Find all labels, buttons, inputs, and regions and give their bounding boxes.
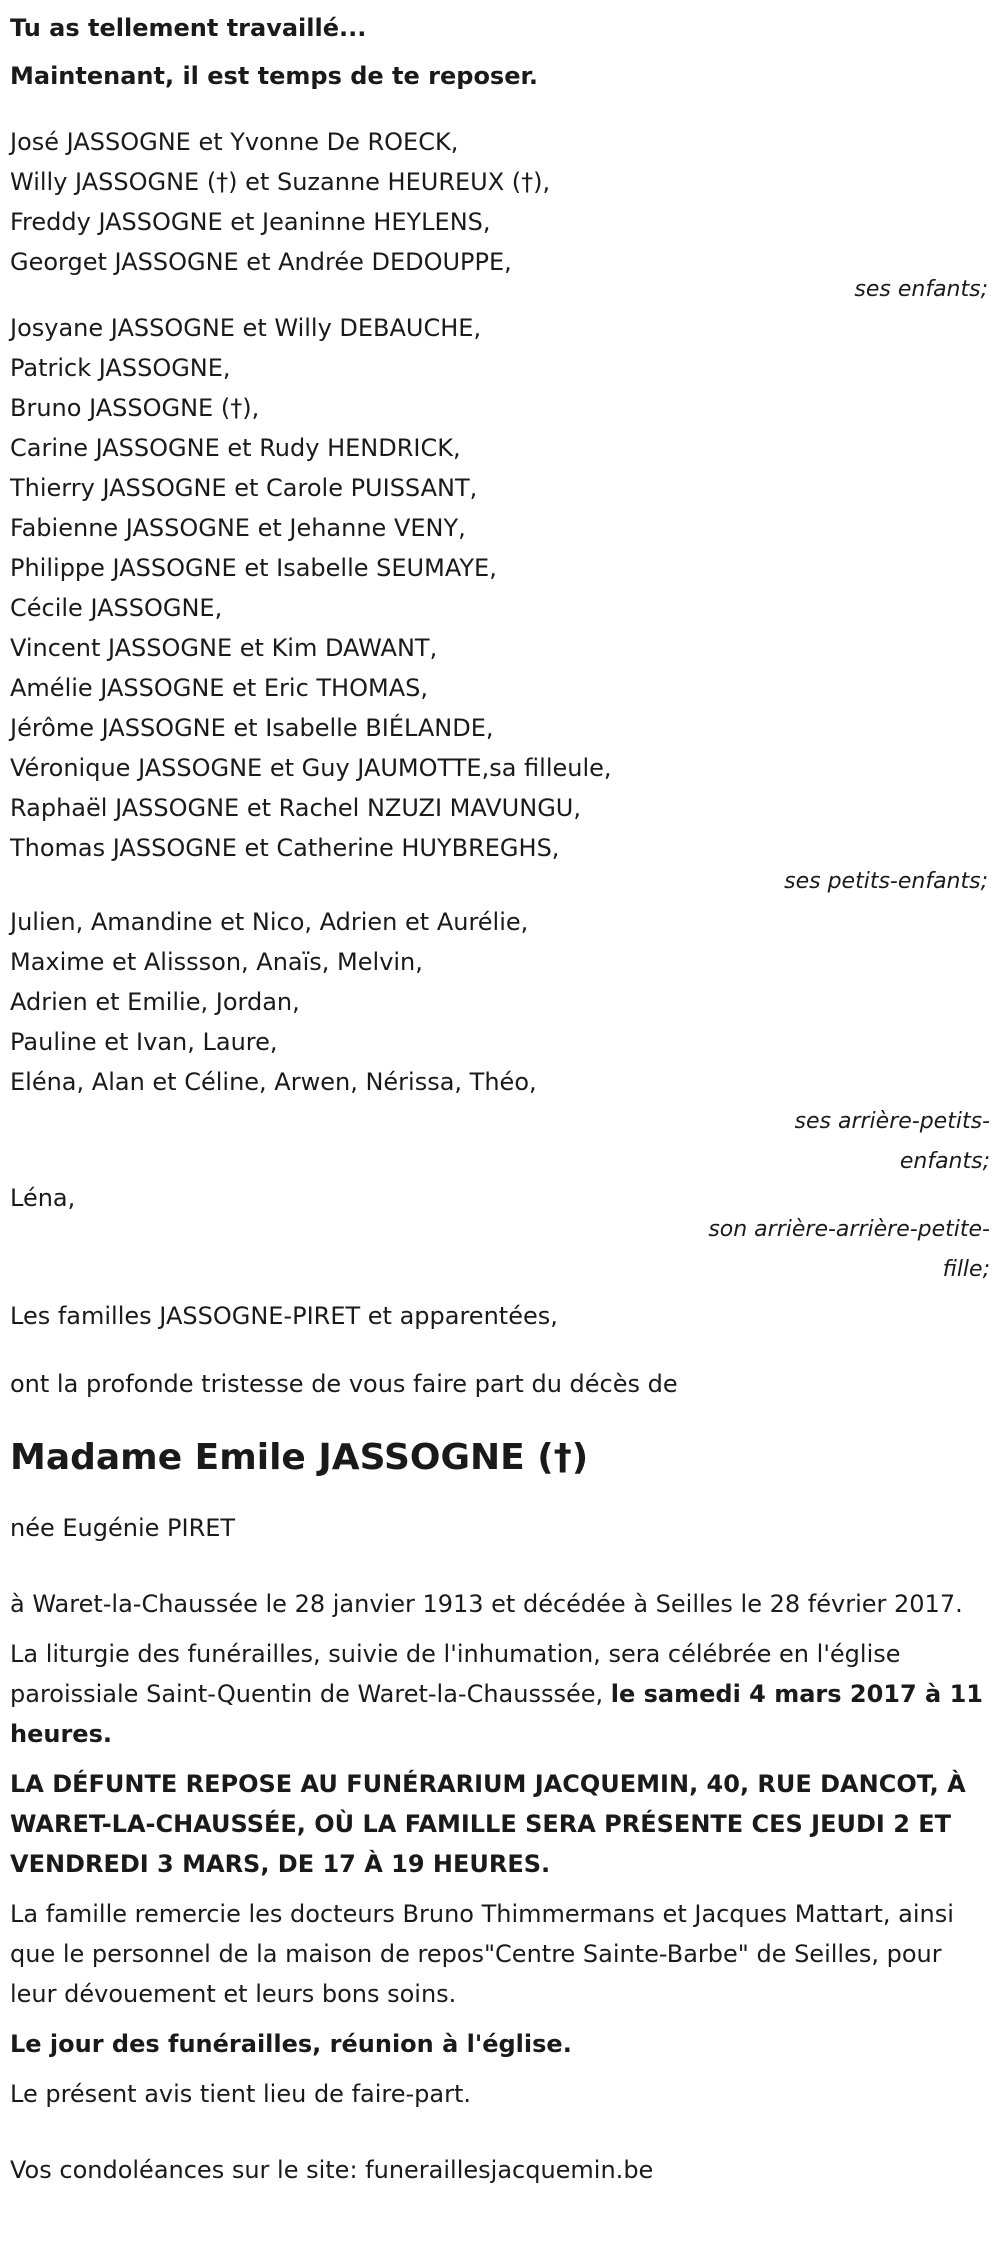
list-item: Adrien et Emilie, Jordan, xyxy=(10,988,300,1016)
list-item: Amélie JASSOGNE et Eric THOMAS, xyxy=(10,674,428,702)
grandchildren-role: ses petits-enfants; xyxy=(784,869,988,894)
great-great-grandchild: Léna, xyxy=(10,1184,76,1212)
great-grandchildren-list xyxy=(10,902,990,1102)
list-item: Raphaël JASSOGNE et Rachel NZUZI MAVUNGU, xyxy=(10,794,581,822)
list-item: Georget JASSOGNE et Andrée DEDOUPPE, xyxy=(10,248,512,276)
list-item: Véronique JASSOGNE et Guy JAUMOTTE,sa filleule, xyxy=(10,754,612,782)
grandchildren-list xyxy=(10,308,990,868)
list-item: Eléna, Alan et Céline, Arwen, Nérissa, Théo, xyxy=(10,1068,537,1096)
children-role: ses enfants; xyxy=(854,277,988,302)
meeting-line: Le jour des funérailles, réunion à l'église. xyxy=(10,2030,572,2058)
list-item: Thierry JASSOGNE et Carole PUISSANT, xyxy=(10,474,478,502)
list-item: Fabienne JASSOGNE et Jehanne VENY, xyxy=(10,514,466,542)
list-item: Vincent JASSOGNE et Kim DAWANT, xyxy=(10,634,438,662)
deceased-name: Madame Emile JASSOGNE (†) xyxy=(10,1437,589,1478)
dates-paragraph: à Waret-la-Chaussée le 28 janvier 1913 et décédée à Seilles le 28 février 2017. xyxy=(10,1590,963,1618)
list-item: Pauline et Ivan, Laure, xyxy=(10,1028,278,1056)
list-item: Thomas JASSOGNE et Catherine HUYBREGHS, xyxy=(10,834,560,862)
liturgy-paragraph: La liturgie des funérailles, suivie de l'inhumation, sera célébrée en l'église paroissiale Saint-Quentin de Waret-la-Chausssée, le samedi 4 mars 2017 à 11 heures. xyxy=(10,1640,984,1748)
list-item: Julien, Amandine et Nico, Adrien et Aurélie, xyxy=(10,908,529,936)
great-grandchildren-role: ses arrière-petits-enfants; xyxy=(794,1109,990,1174)
obituary-notice xyxy=(10,0,990,2190)
intro-line-2: Maintenant, il est temps de te reposer. xyxy=(10,62,539,90)
families-line: Les familles JASSOGNE-PIRET et apparentées, xyxy=(10,1302,558,1330)
viewing-paragraph: LA DÉFUNTE REPOSE AU FUNÉRARIUM JACQUEMIN, 40, RUE DANCOT, À WARET-LA-CHAUSSÉE, OÙ LA FAMILLE SERA PRÉSENTE CES JEUDI 2 ET VENDREDI 3 MARS, DE 17 À 19 HEURES. xyxy=(10,1770,966,1878)
great-great-grandchild-role: son arrière-arrière-petite-fille; xyxy=(708,1217,990,1282)
list-item: Jérôme JASSOGNE et Isabelle BIÉLANDE, xyxy=(10,714,494,742)
list-item: Bruno JASSOGNE (†), xyxy=(10,394,260,422)
intro-line-1: Tu as tellement travaillé... xyxy=(10,14,367,42)
liturgy-time: le samedi 4 mars 2017 à 11 heures. xyxy=(10,1680,984,1748)
list-item: Patrick JASSOGNE, xyxy=(10,354,231,382)
list-item: José JASSOGNE et Yvonne De ROECK, xyxy=(10,128,459,156)
birth-name: née Eugénie PIRET xyxy=(10,1514,236,1542)
announcement-line: ont la profonde tristesse de vous faire part du décès de xyxy=(10,1370,678,1398)
list-item: Philippe JASSOGNE et Isabelle SEUMAYE, xyxy=(10,554,497,582)
list-item: Maxime et Alissson, Anaïs, Melvin, xyxy=(10,948,423,976)
list-item: Josyane JASSOGNE et Willy DEBAUCHE, xyxy=(10,314,482,342)
thanks-paragraph: La famille remercie les docteurs Bruno Thimmermans et Jacques Mattart, ainsi que le personnel de la maison de repos"Centre Sainte-Barbe" de Seilles, pour leur dévouement et leurs bons soins. xyxy=(10,1900,954,2008)
list-item: Freddy JASSOGNE et Jeaninne HEYLENS, xyxy=(10,208,491,236)
list-item: Willy JASSOGNE (†) et Suzanne HEUREUX (†), xyxy=(10,168,551,196)
list-item: Carine JASSOGNE et Rudy HENDRICK, xyxy=(10,434,461,462)
condolences-line: Vos condoléances sur le site: funeraillesjacquemin.be xyxy=(10,2156,654,2184)
children-list xyxy=(10,122,990,282)
notice-note: Le présent avis tient lieu de faire-part. xyxy=(10,2080,472,2108)
list-item: Cécile JASSOGNE, xyxy=(10,594,223,622)
